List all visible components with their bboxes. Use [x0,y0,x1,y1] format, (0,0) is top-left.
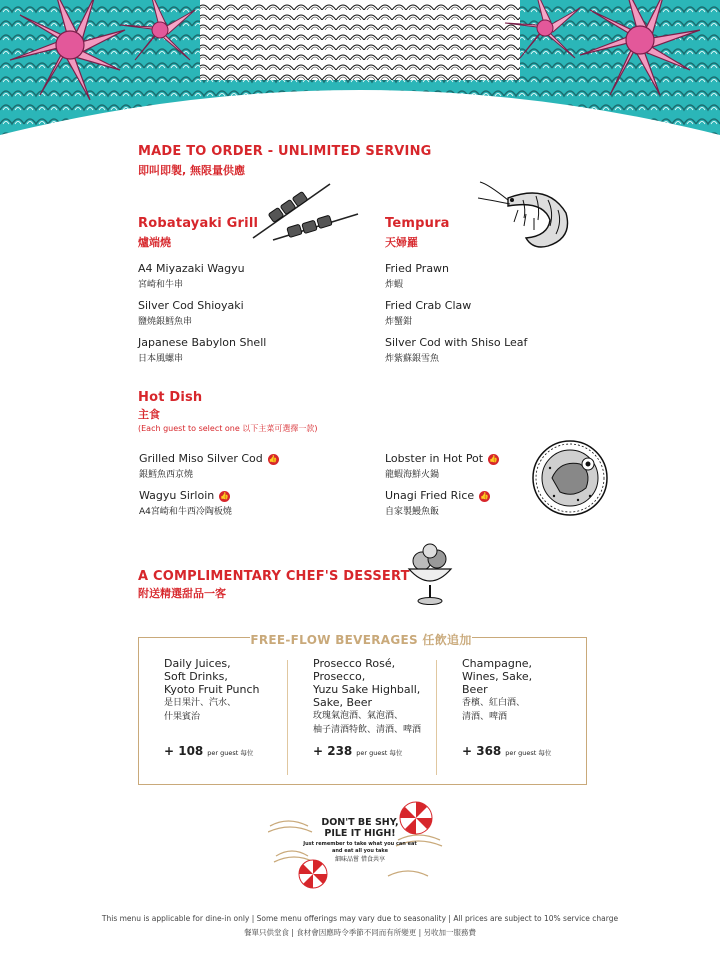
floral-header-decoration [0,0,720,140]
item-name: Lobster in Hot Pot [385,452,484,465]
badge-title: DON'T BE SHY, [321,817,399,828]
beverage-line: Beer [462,683,488,696]
prawn-icon [478,178,583,253]
item-name: A4 Miyazaki Wagyu [138,262,245,275]
item-name-zh: 銀鱈魚西京燒 [139,470,194,480]
list-item [139,452,279,480]
item-name-zh: 炸蟹鉗 [385,317,413,327]
footer-note: This menu is applicable for dine-in only | Some menu offerings may vary due to seasonality | All prices are subject to 10% service charge [101,914,619,923]
badge-subtitle: and eat all you take [331,848,389,854]
list-item [385,262,449,290]
beverage-option [462,657,532,724]
beverage-line: Yuzu Sake Highball, [313,683,421,696]
beverage-option [164,657,259,724]
beverage-line: Champagne, [462,657,533,670]
price-note: per guest 每位 [207,749,254,757]
item-name: Unagi Fried Rice [385,489,475,502]
beverage-line-zh: 清酒、啤酒 [462,712,508,722]
section-title: MADE TO ORDER - UNLIMITED SERVING [138,144,432,159]
item-name-zh: 自家製鰻魚飯 [385,507,440,517]
dessert-title: A COMPLIMENTARY CHEF'S DESSERT [138,569,410,584]
price-note: per guest 每位 [505,749,552,757]
thumbs-up-icon: 👍 [489,454,498,463]
item-name-zh: 炸蝦 [385,280,404,290]
list-item [138,336,266,364]
beverage-line: Kyoto Fruit Punch [164,683,260,696]
tempura-title: Tempura [385,216,450,231]
item-name: Fried Prawn [385,262,450,275]
list-item [138,299,244,327]
beverage-price: + 108 per guest 每位 [164,744,254,758]
robatayaki-title: Robatayaki Grill [138,216,259,231]
badge-title: PILE IT HIGH! [324,828,396,839]
list-item [139,489,232,517]
item-name-zh: 龍蝦海鮮火鍋 [385,470,440,480]
tempura-title-zh: 天婦羅 [385,236,418,249]
robatayaki-title-zh: 爐端燒 [138,236,171,249]
hot-pot-icon [530,438,610,518]
item-name-zh: 炸紫蘇銀雪魚 [385,354,440,364]
beverages-title-wrap [250,629,472,648]
item-name-zh: A4宮崎和牛西冷陶板燒 [139,507,232,517]
divider [436,660,437,775]
beverage-line-zh: 香檳、紅白酒、 [462,698,526,708]
item-name-zh: 宮崎和牛串 [138,280,184,290]
badge-subtitle-zh: 細味品嘗 惜食共享 [335,856,385,863]
beverage-line-zh: 玫瑰氣泡酒、氣泡酒、 [313,711,404,721]
beverage-line-zh: 什果賓治 [164,712,201,722]
item-name: Fried Crab Claw [385,299,472,312]
item-name: Japanese Babylon Shell [138,336,267,349]
dessert-title-zh: 附送精選甜品一客 [138,587,226,600]
beverages-title: FREE-FLOW BEVERAGES 任飲追加 [250,633,472,647]
list-item [385,299,471,327]
beverage-line: Wines, Sake, [462,670,533,683]
item-name-zh: 鹽燒銀鱈魚串 [138,317,193,327]
item-name: Silver Cod Shioyaki [138,299,244,312]
thumbs-up-icon: 👍 [480,491,490,500]
thumbs-up-icon: 👍 [220,491,230,500]
list-item [385,336,527,364]
hot-dish-title-zh: 主食 [138,408,160,421]
badge [292,817,428,864]
beverage-line-zh: 是日果汁、汽水、 [164,698,237,708]
ice-cream-icon [405,543,455,609]
price-note: per guest 每位 [356,749,403,757]
beverage-line: Sake, Beer [313,696,373,709]
beverage-price: + 238 per guest 每位 [313,744,403,758]
beverage-line: Daily Juices, [164,657,231,670]
badge-subtitle: Just remember to take what you can eat [303,841,417,847]
section-title-zh: 即叫即製, 無限量供應 [138,164,246,177]
beverage-line: Prosecco Rosé, [313,657,396,670]
hot-dish-title: Hot Dish [138,390,203,405]
beverage-line: Prosecco, [313,670,366,683]
thumbs-up-icon: 👍 [268,454,278,463]
list-item [385,489,490,517]
beverage-option [313,657,421,737]
divider [287,660,288,775]
skewer-icon [248,180,363,245]
footer-note-zh: 餐單只供堂食 | 食材會因應時令季節不同而有所變更 | 另收加一服務費 [243,928,477,937]
beverage-line: Soft Drinks, [164,670,228,683]
item-name: Silver Cod with Shiso Leaf [385,336,528,349]
item-name-zh: 日本風螺串 [138,354,184,364]
item-name: Grilled Miso Silver Cod [139,452,263,465]
list-item [385,452,499,480]
item-name: Wagyu Sirloin [139,489,215,502]
hot-dish-note: (Each guest to select one 以下主菜可選擇一款) [138,424,318,433]
beverage-line-zh: 柚子清酒特飲、清酒、啤酒 [313,725,422,735]
beverage-price: + 368 per guest 每位 [462,744,552,758]
list-item [138,262,245,290]
